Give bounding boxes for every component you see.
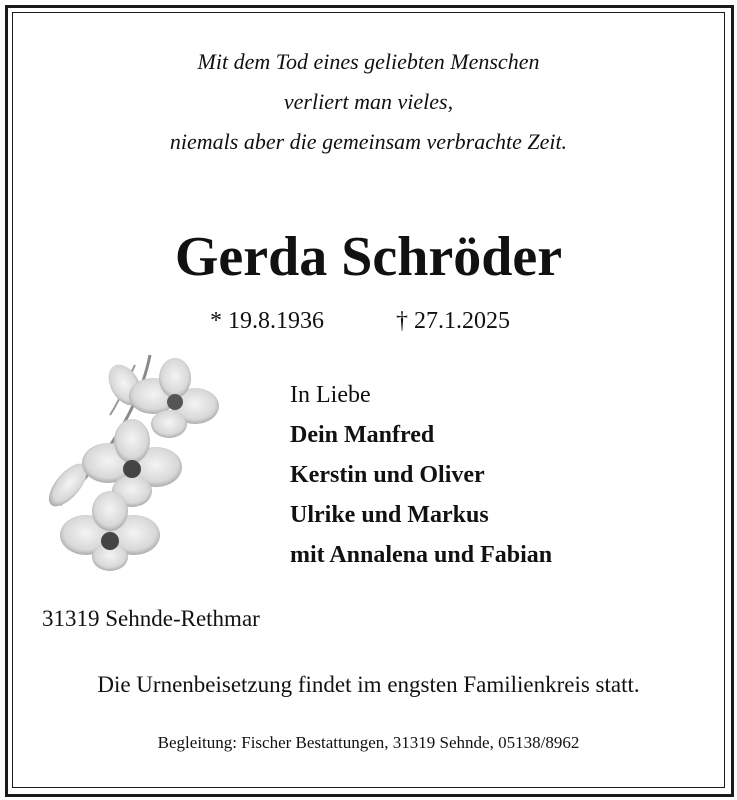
quote-line-1: Mit dem Tod eines geliebten Menschen <box>197 49 540 74</box>
birth-date: * 19.8.1936 <box>210 308 324 334</box>
family-member: Dein Manfred <box>290 422 435 448</box>
deceased-name: Gerda Schröder <box>174 226 563 288</box>
quote-line-2: verliert man vieles, <box>283 89 454 114</box>
burial-note: Die Urnenbeisetzung findet im engsten Familienkreis statt. <box>97 672 640 697</box>
family-intro: In Liebe <box>290 382 371 408</box>
quote-line-3: niemals aber die gemeinsam verbrachte Zeit. <box>169 129 568 154</box>
orchid-image <box>40 345 220 580</box>
undertaker-info: Begleitung: Fischer Bestattungen, 31319 Sehnde, 05138/8962 <box>157 733 580 752</box>
memorial-quote <box>0 42 737 162</box>
family-member: mit Annalena und Fabian <box>290 542 553 568</box>
family-member: Ulrike und Markus <box>290 502 489 528</box>
location: 31319 Sehnde-Rethmar <box>42 606 260 631</box>
family-member: Kerstin und Oliver <box>290 462 485 488</box>
death-date: † 27.1.2025 <box>396 308 510 334</box>
family-signatures <box>290 375 552 575</box>
